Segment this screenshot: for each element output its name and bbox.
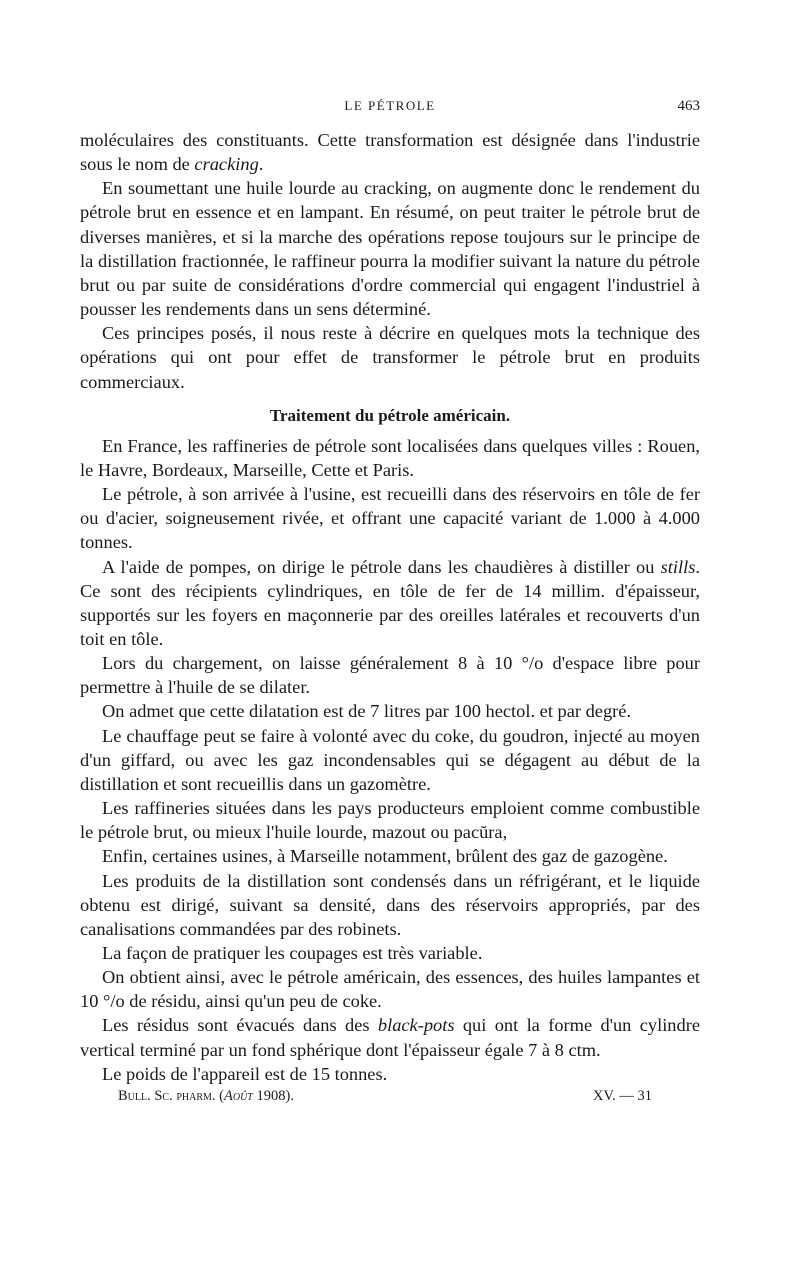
paragraph-text: qui ont la forme d'un cylindre vertical terminé par un fond sphérique dont l'épaisseur égale 7 à 8 ctm. [80, 1015, 700, 1060]
paragraph [80, 555, 700, 652]
paragraph: Les raffineries situées dans les pays producteurs emploient comme combustible le pétrole brut, ou mieux l'huile lourde, mazout ou pacŭra, [80, 798, 700, 843]
citation-text: 1908). [252, 1087, 294, 1104]
paragraph: En France, les raffineries de pétrole sont localisées dans quelques villes : Rouen, le Havre, Bordeaux, Marseille, Cette et Paris. [80, 435, 700, 480]
section-heading: Traitement du pétrole américain. [269, 405, 511, 425]
italic-term: cracking [194, 154, 259, 175]
italic-term: stills [660, 556, 696, 577]
running-title: LE PÉTROLE [344, 98, 436, 113]
signature-mark: XV. — 31 [593, 1087, 652, 1104]
page-number: 463 [677, 98, 700, 114]
paragraph: Les produits de la distillation sont condensés dans un réfrigérant, et le liquide obtenu est dirigé, suivant sa densité, dans des réservoirs appropriés, par des canalisations commandées par des robinets. [80, 870, 700, 939]
paragraph: La façon de pratiquer les coupages est très variable. [102, 943, 483, 963]
paragraph [80, 128, 700, 176]
journal-citation [118, 1088, 294, 1105]
paragraph-text: . Ce sont des récipients cylindriques, en tôle de fer de 14 millim. d'épaisseur, supportés sur les foyers en maçonnerie par des oreilles latérales et recouverts d'un toit en tôle. [80, 556, 700, 649]
running-head [80, 96, 700, 122]
paragraph [80, 1013, 700, 1061]
paragraph: On admet que cette dilatation est de 7 litres par 100 hectol. et par degré. [102, 701, 632, 722]
paragraph: En soumettant une huile lourde au cracking, on augmente donc le rendement du pétrole brut en essence et en lampant. En résumé, on peut traiter le pétrole brut de diverses manières, et si la marche des opérations repose toujours sur le principe de la distillation fractionnée, le raffineur pourra la modifier suivant la nature du pétrole brut ou par suite de considérations d'ordre commercial qui engagent l'industriel à pousser les rendements dans un sens déterminé. [80, 178, 700, 320]
paragraph: Le chauffage peut se faire à volonté avec du coke, du goudron, injecté au moyen d'un giffard, ou avec les gaz incondensables qui se dégagent au début de la distillation et sont recueillis dans un gazomètre. [80, 725, 700, 794]
paragraph: Le pétrole, à son arrivée à l'usine, est recueilli dans des réservoirs en tôle de fer ou d'acier, soigneusement rivée, et offrant une capacité variant de 1.000 à 4.000 tonnes. [80, 484, 700, 553]
italic-term: black-pots [377, 1015, 455, 1036]
paragraph: Le poids de l'appareil est de 15 tonnes. [102, 1063, 388, 1084]
paragraph: Lors du chargement, on laisse généralement 8 à 10 °/o d'espace libre pour permettre à l'huile de se dilater. [80, 653, 700, 698]
citation-month: Août [224, 1087, 253, 1104]
page [80, 96, 700, 1112]
paragraph-text: . [258, 154, 264, 175]
paragraph-text: Les résidus sont évacués dans des [102, 1015, 378, 1036]
paragraph: Enfin, certaines usines, à Marseille notamment, brûlent des gaz de gazogène. [102, 846, 668, 867]
paragraph-text: A l'aide de pompes, on dirige le pétrole dans les chaudières à distiller ou [102, 556, 661, 577]
paragraph-text: moléculaires des constituants. Cette transformation est désignée dans l'industrie sous le nom de [80, 130, 700, 175]
footer [80, 1088, 700, 1112]
citation-text: Bull. Sc. pharm. ( [118, 1087, 224, 1104]
paragraph: Ces principes posés, il nous reste à décrire en quelques mots la technique des opérations qui ont pour effet de transformer le pétrole brut en produits commerciaux. [80, 323, 700, 392]
paragraph: On obtient ainsi, avec le pétrole américain, des essences, des huiles lampantes et 10 °/o de résidu, ainsi qu'un peu de coke. [80, 967, 700, 1012]
